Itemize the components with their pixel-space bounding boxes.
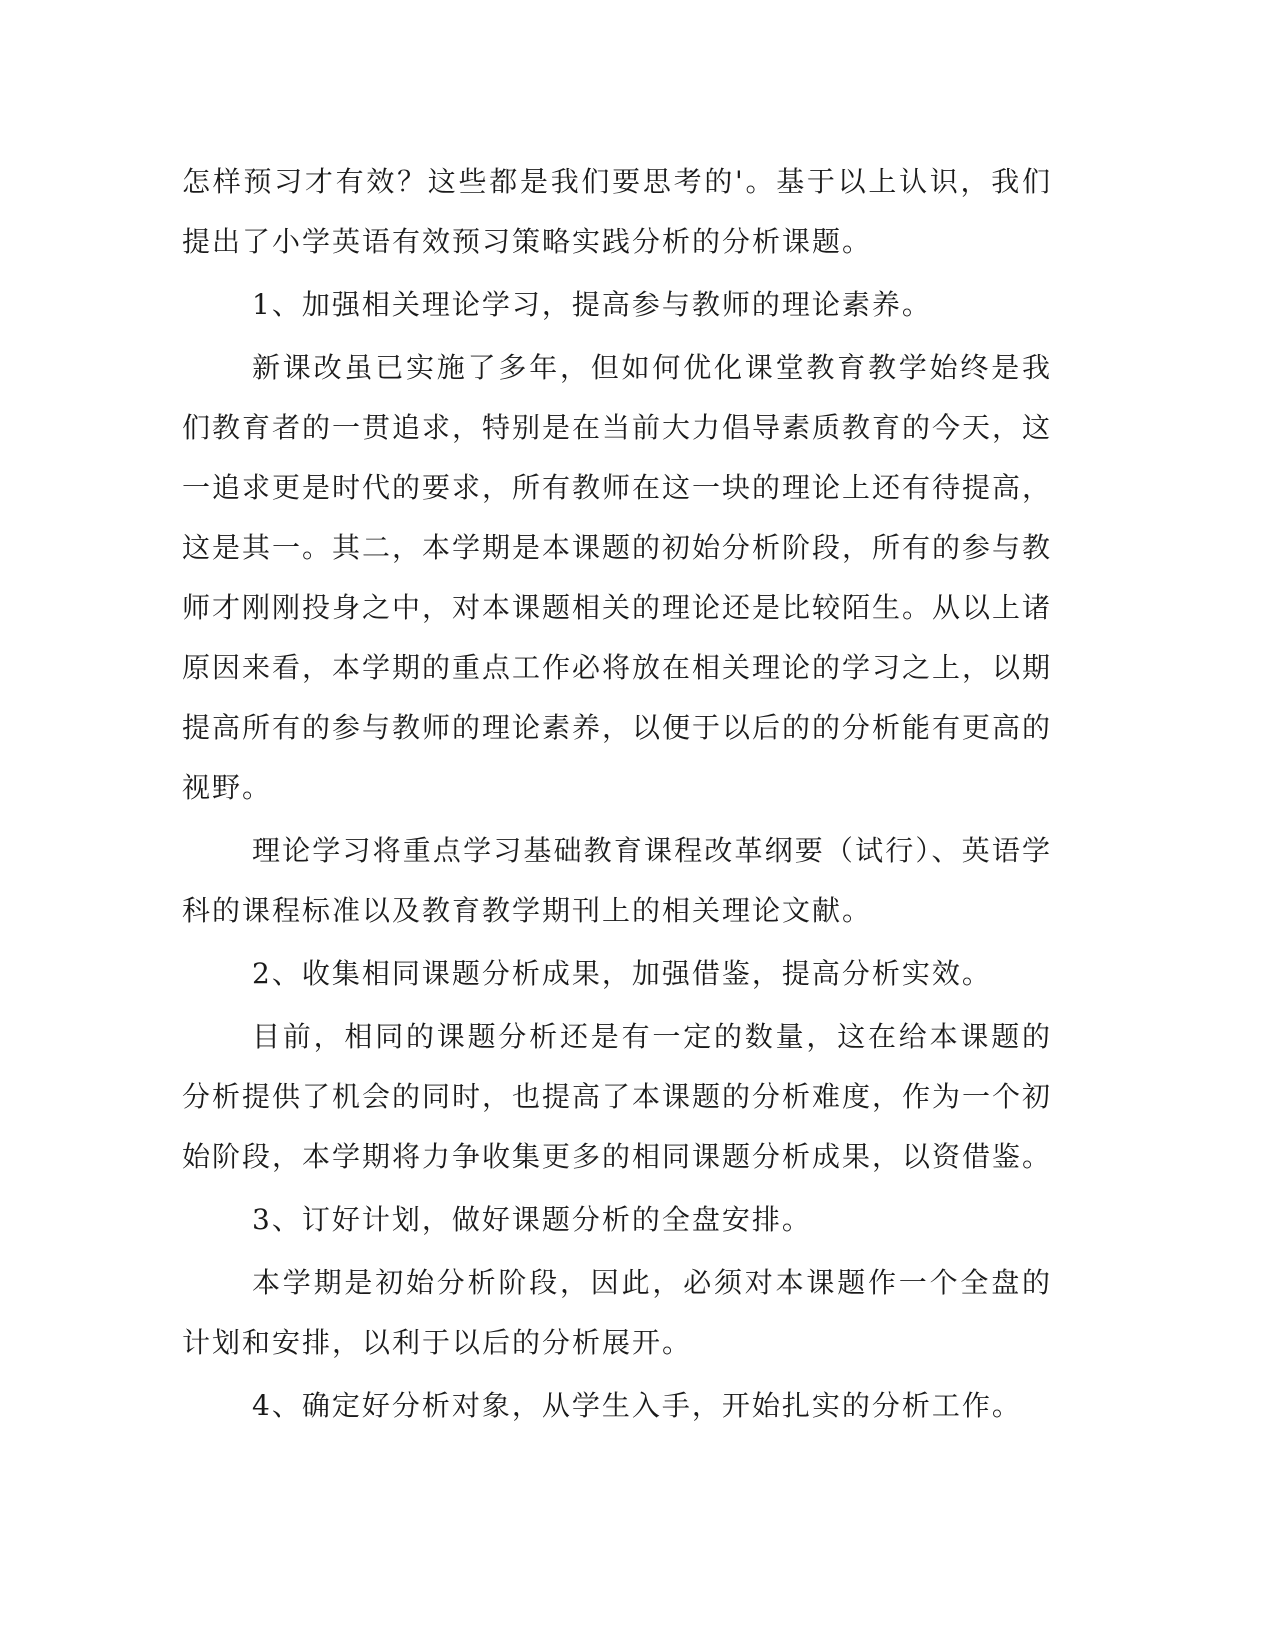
paragraph: 新课改虽已实施了多年，但如何优化课堂教育教学始终是我们教育者的一贯追求，特别是在当前大力倡导素质教育的今天，这一追求更是时代的要求，所有教师在这一块的理论上还有待提高，这是其一。其二，本学期是本课题的初始分析阶段，所有的参与教师才刚刚投身之中，对本课题相关的理论还是比较陌生。从以上诸原因来看，本学期的重点工作必将放在相关理论的学习之上，以期提高所有的参与教师的理论素养，以便于以后的的分析能有更高的视野。 [182,351,1053,804]
document-body [182,152,1052,1439]
paragraph-heading: 2、收集相同课题分析成果，加强借鉴，提高分析实效。 [252,957,992,990]
paragraph-heading: 1、加强相关理论学习，提高参与教师的理论素养。 [252,288,932,321]
paragraph: 本学期是初始分析阶段，因此，必须对本课题作一个全盘的计划和安排，以利于以后的分析展开。 [182,1266,1052,1359]
paragraph-heading: 3、订好计划，做好课题分析的全盘安排。 [252,1203,812,1236]
paragraph: 目前，相同的课题分析还是有一定的数量，这在给本课题的分析提供了机会的同时，也提高了本课题的分析难度，作为一个初始阶段，本学期将力争收集更多的相同课题分析成果，以资借鉴。 [182,1020,1053,1173]
paragraph: 怎样预习才有效？这些都是我们要思考的'。基于以上认识，我们提出了小学英语有效预习策略实践分析的分析课题。 [182,165,1052,258]
paragraph-heading: 4、确定好分析对象，从学生入手，开始扎实的分析工作。 [252,1389,1022,1422]
paragraph: 理论学习将重点学习基础教育课程改革纲要（试行）、英语学科的课程标准以及教育教学期刊上的相关理论文献。 [182,834,1052,927]
